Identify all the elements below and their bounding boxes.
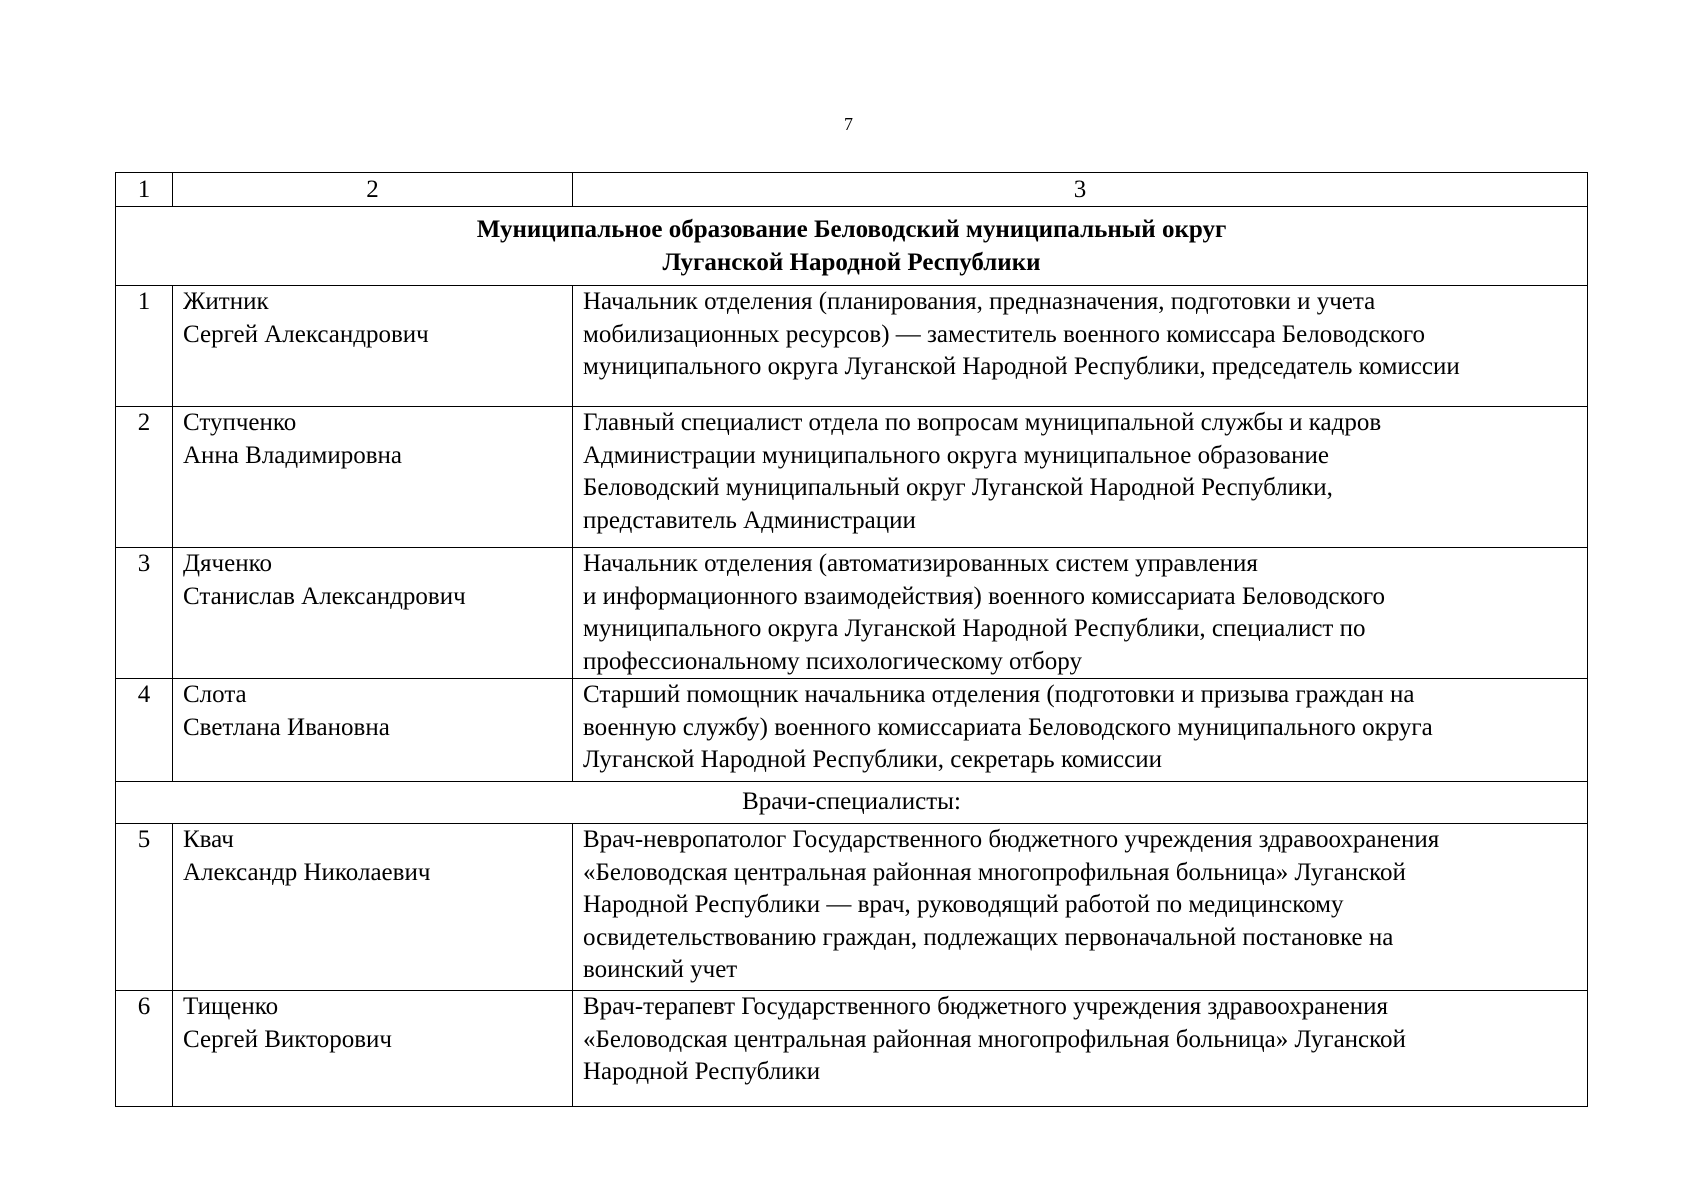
member-surname: Тищенко xyxy=(183,993,279,1020)
table-row xyxy=(116,407,1588,548)
position-line: Начальник отделения (планирования, предназначения, подготовки и учета xyxy=(583,288,1376,315)
table-row xyxy=(116,679,1588,782)
position-line: Народной Республики — врач, руководящий работой по медицинскому xyxy=(583,891,1344,918)
member-name xyxy=(173,548,573,679)
position-line: представитель Администрации xyxy=(583,506,916,534)
member-name xyxy=(173,679,573,782)
position-line: мобилизационных ресурсов) — заместитель военного комиссара Беловодского xyxy=(583,320,1425,348)
commission-table xyxy=(115,172,1588,1107)
member-surname: Дяченко xyxy=(183,550,272,577)
position-line: Народной Республики xyxy=(583,1058,821,1085)
group-heading-line: Луганской Народной Республики xyxy=(662,249,1041,276)
member-given-names: Анна Владимировна xyxy=(183,441,402,469)
position-line: муниципального округа Луганской Народной Республики, председатель комиссии xyxy=(583,353,1460,380)
group-heading-line: Муниципальное образование Беловодский муниципальный округ xyxy=(476,216,1227,243)
position-line: Луганской Народной Республики, секретарь комиссии xyxy=(583,746,1163,773)
position-line: муниципального округа Луганской Народной Республики, специалист по xyxy=(583,615,1366,642)
position-line: «Беловодская центральная районная многопрофильная больница» Луганской xyxy=(583,858,1406,886)
member-surname: Ступченко xyxy=(183,409,297,436)
table-row xyxy=(116,824,1588,991)
position-line: «Беловодская центральная районная многопрофильная больница» Луганской xyxy=(583,1025,1406,1053)
column-number-row xyxy=(116,173,1588,207)
position-line: Врач-терапевт Государственного бюджетного учреждения здравоохранения xyxy=(583,993,1389,1020)
section-subheading: Врачи-специалисты: xyxy=(116,782,1588,824)
position-line: Старший помощник начальника отделения (подготовки и призыва граждан на xyxy=(583,681,1415,708)
table-row xyxy=(116,991,1588,1107)
position-line: Главный специалист отдела по вопросам муниципальной службы и кадров xyxy=(583,409,1382,436)
row-number: 3 xyxy=(116,548,173,679)
position-line: освидетельствованию граждан, подлежащих первоначальной постановке на xyxy=(583,923,1394,951)
position-line: воинский учет xyxy=(583,956,738,983)
member-given-names: Светлана Ивановна xyxy=(183,713,390,741)
member-surname: Квач xyxy=(183,826,234,853)
member-position xyxy=(573,548,1588,679)
member-position xyxy=(573,407,1588,548)
position-line: Врач-невропатолог Государственного бюджетного учреждения здравоохранения xyxy=(583,826,1440,853)
member-given-names: Сергей Викторович xyxy=(183,1025,392,1053)
member-position xyxy=(573,286,1588,407)
column-header-1: 1 xyxy=(116,173,173,207)
position-line: Беловодский муниципальный округ Луганской Народной Республики, xyxy=(583,474,1333,501)
table-row xyxy=(116,548,1588,679)
position-line: Начальник отделения (автоматизированных систем управления xyxy=(583,550,1258,577)
group-heading xyxy=(116,207,1588,286)
member-position xyxy=(573,824,1588,991)
page-number: 7 xyxy=(844,114,853,134)
position-line: и информационного взаимодействия) военного комиссариата Беловодского xyxy=(583,582,1386,610)
row-number: 6 xyxy=(116,991,173,1107)
member-given-names: Станислав Александрович xyxy=(183,582,466,610)
member-surname: Слота xyxy=(183,681,247,708)
member-name xyxy=(173,286,573,407)
row-number: 2 xyxy=(116,407,173,548)
member-given-names: Сергей Александрович xyxy=(183,320,429,348)
member-name xyxy=(173,824,573,991)
group-heading-row xyxy=(116,207,1588,286)
member-position xyxy=(573,679,1588,782)
table-row xyxy=(116,286,1588,407)
member-name xyxy=(173,407,573,548)
member-name xyxy=(173,991,573,1107)
member-surname: Житник xyxy=(183,288,269,315)
subheading-row xyxy=(116,782,1588,824)
position-line: военную службу) военного комиссариата Беловодского муниципального округа xyxy=(583,713,1433,741)
column-header-2: 2 xyxy=(173,173,573,207)
position-line: профессиональному психологическому отбору xyxy=(583,647,1082,675)
column-header-3: 3 xyxy=(573,173,1588,207)
position-line: Администрации муниципального округа муниципальное образование xyxy=(583,441,1330,469)
row-number: 4 xyxy=(116,679,173,782)
member-position xyxy=(573,991,1588,1107)
row-number: 1 xyxy=(116,286,173,407)
row-number: 5 xyxy=(116,824,173,991)
member-given-names: Александр Николаевич xyxy=(183,858,431,886)
